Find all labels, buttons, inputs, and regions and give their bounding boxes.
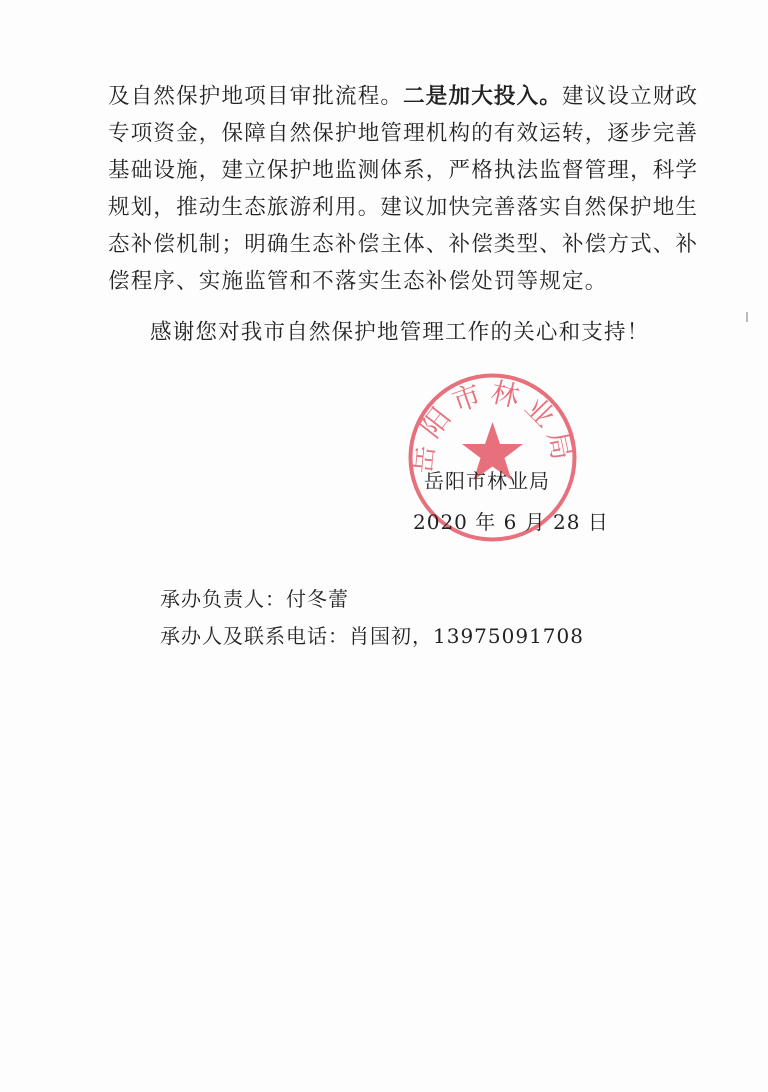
- closing-line: 感谢您对我市自然保护地管理工作的关心和支持！: [150, 320, 650, 345]
- body-line-1: [108, 82, 699, 112]
- signature-date: 2020 年 6 月 28 日: [413, 510, 609, 534]
- emphasis-heading: 二是加大投入。: [403, 84, 563, 109]
- body-line-4: 规划，推动生态旅游利用。建议加快完善落实自然保护地生: [108, 195, 699, 220]
- body-line-1-part-3: 建议设立财政: [562, 84, 699, 109]
- signature-organization: 岳阳市林业局: [424, 469, 550, 493]
- scan-mark: [746, 312, 748, 322]
- body-line-1-part-1: 及自然保护地项目审批流程。: [108, 84, 404, 109]
- contact-responsible: 承办负责人：付冬蕾: [160, 587, 349, 611]
- body-line-6: 偿程序、实施监管和不落实生态补偿处罚等规定。: [108, 269, 608, 294]
- body-line-2: 专项资金，保障自然保护地管理机构的有效运转，逐步完善: [108, 121, 699, 146]
- body-line-3: 基础设施，建立保护地监测体系，严格执法监督管理，科学: [108, 158, 699, 183]
- body-line-5: 态补偿机制；明确生态补偿主体、补偿类型、补偿方式、补: [108, 232, 699, 257]
- contact-handler: 承办人及联系电话：肖国初，13975091708: [160, 624, 584, 648]
- seal-text: 岳阳市林业局: [405, 375, 580, 475]
